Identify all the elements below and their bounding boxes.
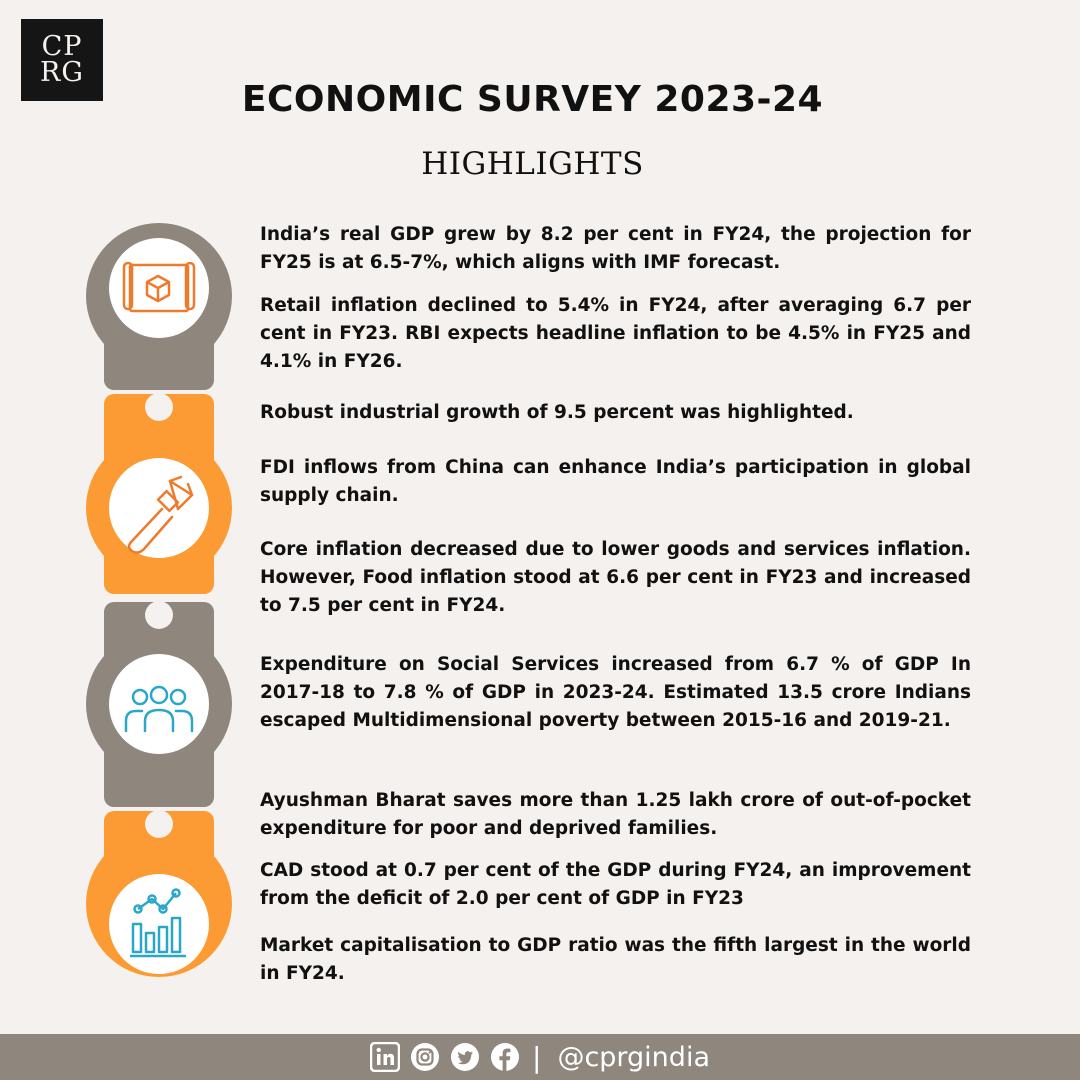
page-subtitle: HIGHLIGHTS <box>421 146 644 182</box>
highlight-gdp: India’s real GDP grew by 8.2 per cent in FY24, the projection for FY25 is at 6.5-7%, which aligns with IMF forecast. <box>260 224 971 273</box>
highlight-retail-inflation: Retail inflation declined to 5.4% in FY24, after averaging 6.7 per cent in FY23. RBI expects headline inflation to be 4.5% in FY25 and 4.1% in FY26. <box>260 295 971 372</box>
linkedin-icon[interactable] <box>370 1042 400 1072</box>
footer-separator: | <box>532 1040 542 1074</box>
highlight-fdi: FDI inflows from China can enhance India’s participation in global supply chain. <box>260 457 971 506</box>
logo-line-2: RG <box>40 57 84 88</box>
twitter-icon[interactable] <box>450 1042 480 1072</box>
facebook-icon[interactable] <box>490 1042 520 1072</box>
highlight-cad: CAD stood at 0.7 per cent of the GDP during FY24, an improvement from the deficit of 2.0 per cent of GDP in FY23 <box>260 860 971 909</box>
highlight-ayushman-bharat: Ayushman Bharat saves more than 1.25 lakh crore of out-of-pocket expenditure for poor and deprived families. <box>260 790 971 839</box>
highlight-industrial-growth: Robust industrial growth of 9.5 percent was highlighted. <box>260 402 854 423</box>
icon-circle-4 <box>109 874 209 974</box>
footer-bar <box>0 1034 1080 1080</box>
instagram-icon[interactable] <box>410 1042 440 1072</box>
icon-circle-2 <box>109 458 209 558</box>
highlight-social-services: Expenditure on Social Services increased from 6.7 % of GDP In 2017-18 to 7.8 % of GDP in 2023-24. Estimated 13.5 crore Indians escaped Multidimensional poverty between 2015-16 and 2019-21. <box>260 654 971 731</box>
highlight-core-inflation: Core inflation decreased due to lower goods and services inflation. However, Food inflation stood at 6.6 per cent in FY23 and increased to 7.5 per cent in FY24. <box>260 539 971 616</box>
page-title: ECONOMIC SURVEY 2023-24 <box>241 79 824 120</box>
social-handle[interactable]: @cprgindia <box>557 1041 710 1073</box>
icon-chain <box>86 219 242 979</box>
logo-line-1: CP <box>41 31 83 62</box>
highlight-market-cap: Market capitalisation to GDP ratio was the fifth largest in the world in FY24. <box>260 935 971 984</box>
